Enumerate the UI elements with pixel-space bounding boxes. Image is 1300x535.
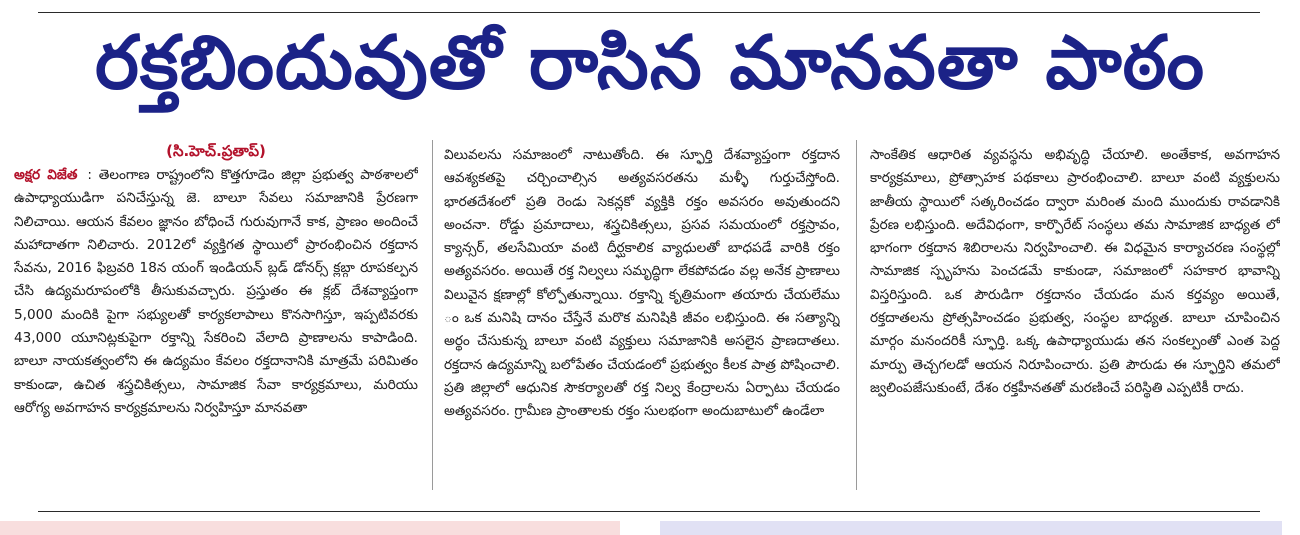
article-column-3 [870, 144, 1280, 494]
column-2-text: విలువలను సమాజంలో నాటుతోంది. ఈ స్ఫూర్తి దేశవ్యాప్తంగా రక్తదాన ఆవశ్యకతపై చర్చించాల్సిన అత్యవసరతను మళ్ళీ గుర్తుచేస్తోంది. భారతదేశంలో ప్రతి రెండు సెకన్లకో వ్యక్తికి రక్తం అవసరం అవుతుందని అంచనా. రోడ్డు ప్రమాదాలు, శస్త్రచికిత్సలు, ప్రసవ సమయంలో రక్తస్రావం, క్యాన్సర్, తలసేమియా వంటి దీర్ఘకాలిక వ్యాధులతో బాధపడే వారికి రక్తం అత్యవసరం. అయితే రక్త నిల్వలు సమృద్ధిగా లేకపోవడం వల్ల అనేక ప్రాణాలు విలువైన క్షణాల్లో కోల్పోతున్నాయి. రక్తాన్ని కృత్రిమంగా తయారు చేయలేము ం ఒక మనిషి దానం చేస్తేనే మరొక మనిషికి జీవం లభిస్తుంది. ఈ సత్యాన్ని అర్థం చేసుకున్న బాలూ వంటి వ్యక్తులు సమాజానికి అసలైన ప్రాణదాతలు. రక్తదాన ఉద్యమాన్ని బలోపేతం చేయడంలో ప్రభుత్వం కీలక పాత్ర పోషించాలి. ప్రతి జిల్లాలో ఆధునిక సౌకర్యాలతో రక్త నిల్వ కేంద్రాలను ఏర్పాటు చేయడం అత్యవసరం. గ్రామీణ ప్రాంతాలకు రక్తం సులభంగా అందుబాటులో ఉండేలా [444, 147, 840, 420]
next-article-strip-right [660, 521, 1282, 535]
dateline-place: అక్షర విజేత [14, 167, 78, 183]
article-column-2 [444, 144, 840, 494]
next-article-strip-left [0, 521, 620, 535]
column-1-paragraph [14, 164, 418, 420]
column-3-text: సాంకేతిక ఆధారిత వ్యవస్థను అభివృద్ధి చేయాలి. అంతేకాక, అవగాహన కార్యక్రమాలు, ప్రోత్సాహక పథకాలు ప్రారంభించాలి. బాలూ వంటి వ్యక్తులను జాతీయ స్థాయిలో సత్కరించడం ద్వారా మరింత మంది ముందుకు రావడానికి ప్రేరణ లభిస్తుంది. అదేవిధంగా, కార్పొరేట్ సంస్థలు తమ సామాజిక బాధ్యత లో భాగంగా రక్తదాన శిబిరాలను నిర్వహించాలి. ఈ విధమైన కార్యాచరణ సంస్థల్లో సామాజిక స్పృహను పెంచడమే కాకుండా, సమాజంలో సహకార భావాన్ని విస్తరిస్తుంది. ఒక పౌరుడిగా రక్తదానం చేయడం మన కర్తవ్యం అయితే, రక్తదాతలను ప్రోత్సహించడం ప్రభుత్వ, సంస్థల బాధ్యత. బాలూ చూపించిన మార్గం మనందరికీ స్ఫూర్తి. ఒక్క ఉపాధ్యాయుడు తన సంకల్పంతో ఎంత పెద్ద మార్పు తెచ్చగలడో ఆయన నిరూపించారు. ప్రతి పౌరుడు ఈ స్ఫూర్తిని తమలో జ్వలింపజేసుకుంటే, దేశం రక్తహీనతతో మరణించే పరిస్థితి ఎప్పటికీ రాదు. [870, 147, 1280, 396]
headline: రక్తబిందువుతో రాసిన మానవతా పాఠం [94, 22, 1206, 106]
top-rule [38, 12, 1260, 13]
column-1-text: : తెలంగాణ రాష్ట్రంలోని కొత్తగూడెం జిల్లా ప్రభుత్వ పాఠశాలలో ఉపాధ్యాయుడిగా పనిచేస్తున్న జె. బాలూ సేవలు సమాజానికి ప్రేరణగా నిలిచాయి. ఆయన కేవలం జ్ఞానం బోధించే గురువుగానే కాక, ప్రాణం అందించే మహాదాతగా నిలిచారు. 2012లో వ్యక్తిగత స్థాయిలో ప్రారంభించిన రక్తదాన సేవను, 2016 ఫిబ్రవరి 18న యంగ్ ఇండియన్ బ్లడ్ డోనర్స్ క్లబ్గా రూపకల్పన చేసి ఉద్యమరూపంలోకి తీసుకువచ్చారు. ప్రస్తుతం ఈ క్లబ్ దేశవ్యాప్తంగా 5,000 మందికి పైగా సభ్యులతో కార్యకలాపాలు కొనసాగిస్తూ, ఇప్పటివరకు 43,000 యూనిట్లకుపైగా రక్తాన్ని సేకరించి వేలాది ప్రాణాలను కాపాడింది. బాలూ నాయకత్వంలోని ఈ ఉద్యమం కేవలం రక్తదానానికి మాత్రమే పరిమితం కాకుండా, ఉచిత శస్త్రచికిత్సలు, సామాజిక సేవా కార్యక్రమాలు, మరియు ఆరోగ్య అవగాహన కార్యక్రమాలను నిర్వహిస్తూ మానవతా [14, 167, 418, 416]
column-divider [856, 140, 857, 490]
column-divider [432, 140, 433, 490]
article-column-1 [14, 140, 418, 498]
byline: (సి.హెచ్.ప్రతాప్) [166, 142, 266, 160]
bottom-rule [38, 511, 1260, 512]
